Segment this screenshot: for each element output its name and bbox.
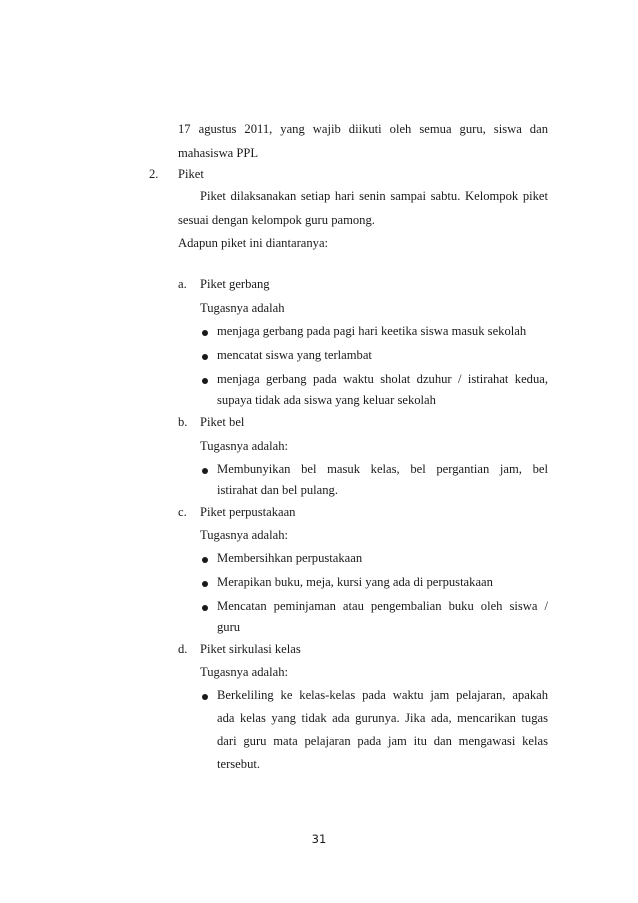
section-title: Piket — [178, 167, 204, 181]
page-number: 31 — [311, 832, 327, 846]
subsection-intro: Tugasnya adalah — [200, 301, 285, 315]
list-marker: a. — [178, 277, 187, 291]
text-line: 17 agustus 2011, yang wajib diikuti oleh semua guru, siswa dan — [178, 122, 548, 136]
paragraph-line: Adapun piket ini diantaranya: — [178, 236, 329, 250]
bullet-text: menjaga gerbang pada waktu sholat dzuhur / istirahat kedua, — [217, 372, 548, 386]
bullet-icon — [202, 468, 208, 474]
bullet-icon — [202, 581, 208, 587]
list-marker: c. — [178, 505, 187, 519]
text-line: mahasiswa PPL — [178, 146, 259, 160]
bullet-icon — [202, 330, 208, 336]
subsection-intro: Tugasnya adalah: — [200, 439, 289, 453]
bullet-text: Mencatan peminjaman atau pengembalian buku oleh siswa / — [217, 599, 548, 613]
bullet-text: Membersihkan perpustakaan — [217, 551, 363, 565]
subsection-intro: Tugasnya adalah: — [200, 665, 289, 679]
subsection-title: Piket perpustakaan — [200, 505, 296, 519]
list-number: 2. — [149, 167, 159, 181]
bullet-icon — [202, 605, 208, 611]
bullet-text: Membunyikan bel masuk kelas, bel pergantian jam, bel — [217, 462, 548, 476]
paragraph-line: Piket dilaksanakan setiap hari senin sampai sabtu. Kelompok piket — [200, 189, 548, 203]
bullet-text-continued: tersebut. — [217, 757, 261, 771]
subsection-title: Piket bel — [200, 415, 245, 429]
bullet-text-continued: istirahat dan bel pulang. — [217, 483, 339, 497]
bullet-text-continued: guru — [217, 620, 241, 634]
bullet-icon — [202, 557, 208, 563]
bullet-text-continued: ada kelas yang tidak ada gurunya. Jika ada, mencarikan tugas — [217, 711, 548, 725]
bullet-text: menjaga gerbang pada pagi hari keetika siswa masuk sekolah — [217, 324, 527, 338]
bullet-text: mencatat siswa yang terlambat — [217, 348, 372, 362]
subsection-title: Piket gerbang — [200, 277, 270, 291]
list-marker: d. — [178, 642, 188, 656]
paragraph-line: sesuai dengan kelompok guru pamong. — [178, 213, 375, 227]
bullet-text-continued: dari guru mata pelajaran pada jam itu dan mengawasi kelas — [217, 734, 548, 748]
bullet-text: Merapikan buku, meja, kursi yang ada di perpustakaan — [217, 575, 493, 589]
subsection-title: Piket sirkulasi kelas — [200, 642, 301, 656]
bullet-text: Berkeliling ke kelas-kelas pada waktu jam pelajaran, apakah — [217, 688, 548, 702]
list-marker: b. — [178, 415, 188, 429]
bullet-icon — [202, 354, 208, 360]
bullet-text-continued: supaya tidak ada siswa yang keluar sekolah — [217, 393, 436, 407]
bullet-icon — [202, 694, 208, 700]
subsection-intro: Tugasnya adalah: — [200, 528, 289, 542]
bullet-icon — [202, 378, 208, 384]
